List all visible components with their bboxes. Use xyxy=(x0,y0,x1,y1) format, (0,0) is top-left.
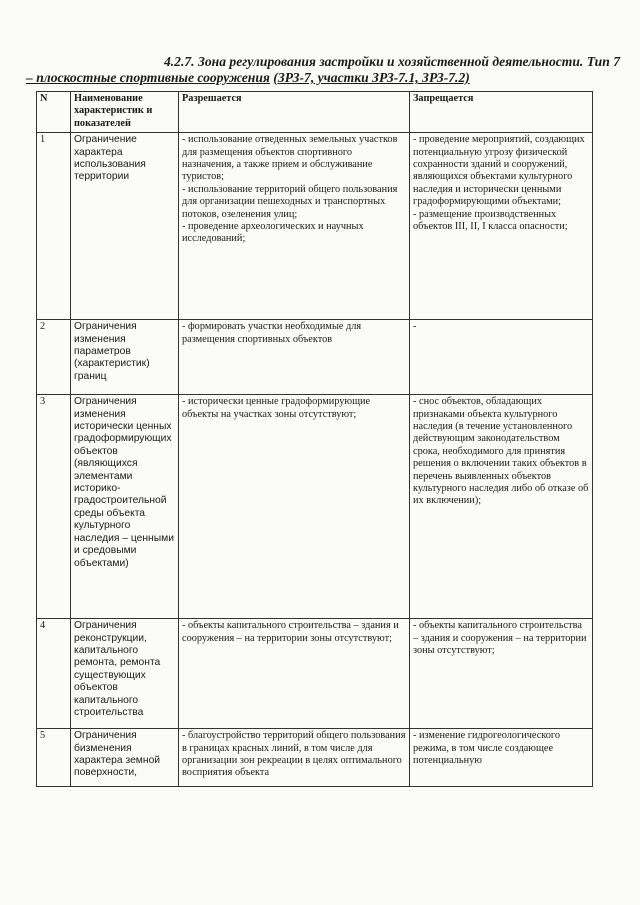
table-row xyxy=(37,320,593,395)
section-heading-line1: 4.2.7. Зона регулирования застройки и хозяйственной деятельности. Тип 7 xyxy=(163,54,620,69)
cell-paragraph: - проведение мероприятий, создающих потенциальную угрозу физической сохранности зданий и сооружений, являющихся объектами культурного наследия и исторически ценными градоформирующими объектами; xyxy=(413,134,585,208)
table-row xyxy=(37,619,593,729)
row-forbidden: - объекты капитального строительства – здания и сооружения – на территории зоны отсутствуют; xyxy=(410,619,593,729)
header-name: Наименование характеристик и показателей xyxy=(71,92,179,133)
row-number: 3 xyxy=(37,395,71,619)
cell-paragraph: - использование отведенных земельных участков для размещения объектов спортивного назначения, а также прием и обслуживание туристов; xyxy=(182,134,398,183)
row-allowed: - исторически ценные градоформирующие объекты на участках зоны отсутствуют; xyxy=(179,395,410,619)
row-name: Ограничения изменения исторически ценных градоформирующих объектов (являющихся элементами историко-градостроительной среды объекта культурного наследия – ценными и средовыми объектами) xyxy=(71,395,179,619)
cell-paragraph: - использование территорий общего пользования для организации пешеходных и транспортных потоков, озеленения улиц; xyxy=(182,183,398,220)
row-number: 5 xyxy=(37,729,71,787)
regulation-table xyxy=(36,91,593,787)
table-row xyxy=(37,133,593,320)
header-number: N xyxy=(37,92,71,133)
row-allowed: - формировать участки необходимые для размещения спортивных объектов xyxy=(179,320,410,395)
row-name: Ограничение характера использования территории xyxy=(71,133,179,320)
row-name: Ограничения бизменения характера земной поверхности, xyxy=(71,729,179,787)
cell-paragraph: - размещение производственных объектов III, II, I класса опасности; xyxy=(413,208,568,233)
row-allowed xyxy=(179,133,410,320)
row-forbidden: - снос объектов, обладающих признаками объекта культурного наследия (в течение установленного действующим законодательством срока, необходимого для принятия решения о включении таких объектов в перечень выявленных объектов культурного наследия либо об отказе об их включении); xyxy=(410,395,593,619)
header-forbidden: Запрещается xyxy=(410,92,593,133)
row-forbidden: - изменение гидрогеологического режима, в том числе создающее потенциальную xyxy=(410,729,593,787)
row-name: Ограничения изменения параметров (характеристик) границ xyxy=(71,320,179,395)
row-name: Ограничения реконструкции, капитального ремонта, ремонта существующих объектов капитального строительства xyxy=(71,619,179,729)
section-heading-line2-prefix: – плоскостные спортивные сооружения xyxy=(26,70,270,85)
section-heading-line2-suffix: (ЗРЗ-7, участки ЗРЗ-7.1, ЗРЗ-7.2) xyxy=(273,70,470,85)
row-number: 1 xyxy=(37,133,71,320)
table-header-row xyxy=(37,92,593,133)
section-heading-line2 xyxy=(26,70,622,86)
row-allowed: - благоустройство территорий общего пользования в границах красных линий, в том числе для организации зон рекреации в целях оптимального восприятия объекта xyxy=(179,729,410,787)
section-heading xyxy=(26,54,622,86)
table-row xyxy=(37,729,593,787)
row-forbidden xyxy=(410,133,593,320)
header-allowed: Разрешается xyxy=(179,92,410,133)
row-forbidden: - xyxy=(410,320,593,395)
table-row xyxy=(37,395,593,619)
row-allowed: - объекты капитального строительства – здания и сооружения – на территории зоны отсутствуют; xyxy=(179,619,410,729)
row-number: 2 xyxy=(37,320,71,395)
cell-paragraph: - проведение археологических и научных исследований; xyxy=(182,221,364,245)
row-number: 4 xyxy=(37,619,71,729)
